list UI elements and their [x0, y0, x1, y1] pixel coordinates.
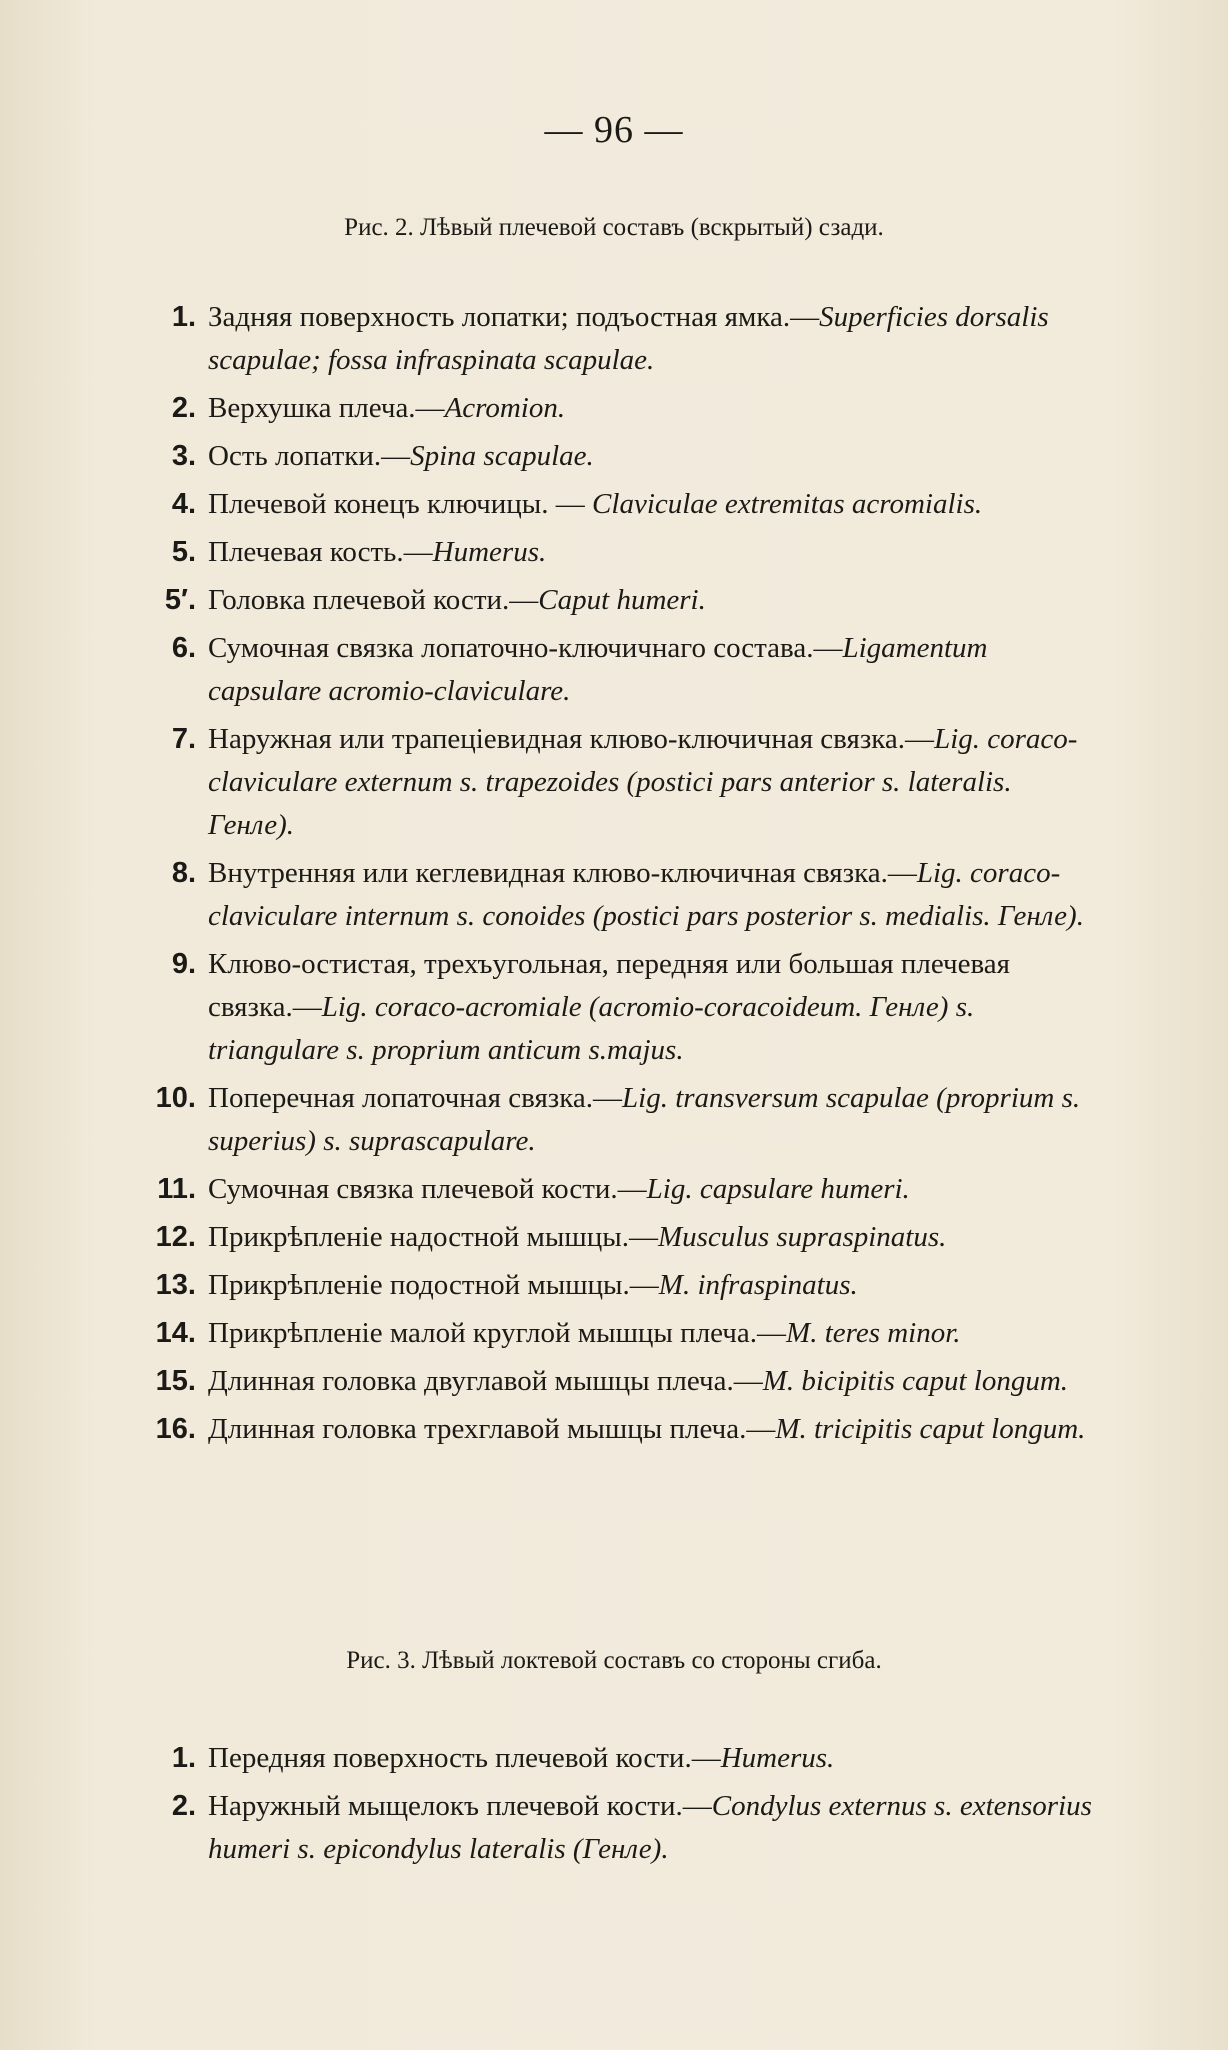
item-number: 12.	[155, 1221, 196, 1253]
figure-2-caption: Рис. 2. Лѣвый плечевой составъ (вскрытый) сзади.	[344, 214, 884, 241]
latin-term: Ligamentum capsulare acromio-claviculare.	[208, 632, 988, 707]
latin-term: Humerus.	[432, 536, 547, 568]
latin-term: Superficies dorsalis scapulae; fossa infraspinata scapulae.	[208, 301, 1049, 376]
russian-term: Верхушка плеча.—	[208, 392, 445, 424]
item-number: 4.	[171, 488, 196, 520]
latin-term: Condylus externus s. extensorius humeri s. epicondylus lateralis (Генле).	[208, 1790, 1092, 1865]
legend-item	[130, 435, 1100, 478]
russian-term: Наружный мыщелокъ плечевой кости.—	[208, 1790, 712, 1822]
russian-term: Длинная головка трехглавой мышцы плеча.—	[208, 1413, 776, 1445]
legend-item	[130, 483, 1100, 526]
latin-term: M. tricipitis caput longum.	[775, 1413, 1086, 1445]
page-number: — 96 —	[544, 109, 684, 151]
russian-term: Плечевая кость.—	[208, 536, 433, 568]
legend-item	[130, 531, 1100, 574]
item-number: 14.	[155, 1317, 196, 1349]
russian-term: Длинная головка двуглавой мышцы плеча.—	[208, 1365, 763, 1397]
russian-term: Внутренняя или кеглевидная клюво-ключичная связка.—	[208, 857, 917, 889]
item-number: 10.	[155, 1082, 196, 1114]
item-number: 8.	[171, 857, 196, 889]
latin-term: Lig. coraco-claviculare externum s. trapezoides (postici pars anterior s. lateralis. Генле).	[208, 723, 1078, 841]
latin-term: M. bicipitis caput longum.	[762, 1365, 1069, 1397]
russian-term: Задняя поверхность лопатки; подъостная ямка.—	[208, 301, 820, 333]
russian-term: Передняя поверхность плечевой кости.—	[208, 1742, 721, 1774]
legend-item	[130, 1408, 1100, 1451]
latin-term: Lig. capsulare humeri.	[646, 1173, 910, 1205]
legend-item	[130, 852, 1100, 938]
legend-item	[130, 1264, 1100, 1307]
item-number: 2.	[171, 392, 196, 424]
legend-item	[130, 387, 1100, 430]
item-number: 1.	[171, 301, 196, 333]
russian-term: Прикрѣпленiе малой круглой мышцы плеча.—	[208, 1317, 787, 1349]
legend-item	[130, 1312, 1100, 1355]
item-number: 9.	[171, 948, 196, 980]
russian-term: Прикрѣпленiе подостной мышцы.—	[208, 1269, 659, 1301]
latin-term: Humerus.	[720, 1742, 835, 1774]
item-number: 5.	[171, 536, 196, 568]
russian-term: Плечевой конецъ ключицы. —	[208, 488, 593, 520]
latin-term: Caput humeri.	[538, 584, 706, 616]
item-number: 2.	[171, 1790, 196, 1822]
legend-item	[130, 718, 1100, 847]
legend-item	[130, 1168, 1100, 1211]
latin-term: Lig. coraco-claviculare internum s. conoides (postici pars posterior s. medialis. Генле).	[208, 857, 1084, 932]
latin-term: M. teres minor.	[786, 1317, 961, 1349]
legend-item	[130, 1737, 1100, 1780]
russian-term: Сумочная связка лопаточно-ключичнаго состава.—	[208, 632, 843, 664]
item-number: 6.	[171, 632, 196, 664]
russian-term: Наружная или трапецiевидная клюво-ключичная связка.—	[208, 723, 935, 755]
item-number: 3.	[171, 440, 196, 472]
figure-3-legend	[130, 1737, 1100, 1876]
russian-term: Ость лопатки.—	[208, 440, 411, 472]
latin-term: Lig. coraco-acromiale (acromio-coracoideum. Генле) s. triangulare s. proprium anticum s.majus.	[208, 991, 975, 1066]
item-number: 13.	[155, 1269, 196, 1301]
legend-item	[130, 579, 1100, 622]
russian-term: Головка плечевой кости.—	[208, 584, 539, 616]
item-number: 1.	[171, 1742, 196, 1774]
item-number: 16.	[155, 1413, 196, 1445]
legend-item	[130, 1785, 1100, 1871]
latin-term: Musculus supraspinatus.	[657, 1221, 947, 1253]
russian-term: Сумочная связка плечевой кости.—	[208, 1173, 647, 1205]
latin-term: Acromion.	[444, 392, 566, 424]
latin-term: Spina scapulae.	[410, 440, 594, 472]
latin-term: Claviculae extremitas acromialis.	[592, 488, 983, 520]
russian-term: Поперечная лопаточная связка.—	[208, 1082, 623, 1114]
figure-3-caption: Рис. 3. Лѣвый локтевой составъ со стороны сгиба.	[346, 1647, 882, 1674]
latin-term: Lig. transversum scapulae (proprium s. superius) s. suprascapulare.	[208, 1082, 1081, 1157]
legend-item	[130, 627, 1100, 713]
legend-item	[130, 1360, 1100, 1403]
latin-term: M. infraspinatus.	[658, 1269, 858, 1301]
item-number: 15.	[155, 1365, 196, 1397]
legend-item	[130, 296, 1100, 382]
item-number: 11.	[157, 1173, 196, 1205]
item-number: 7.	[171, 723, 196, 755]
legend-item	[130, 943, 1100, 1072]
legend-item	[130, 1077, 1100, 1163]
russian-term: Прикрѣпленiе надостной мышцы.—	[208, 1221, 658, 1253]
figure-2-legend	[130, 296, 1100, 1456]
item-number: 5′.	[164, 584, 196, 616]
legend-item	[130, 1216, 1100, 1259]
russian-term: Клюво-остистая, трехъугольная, передняя или большая плечевая связка.—	[208, 948, 1010, 1023]
